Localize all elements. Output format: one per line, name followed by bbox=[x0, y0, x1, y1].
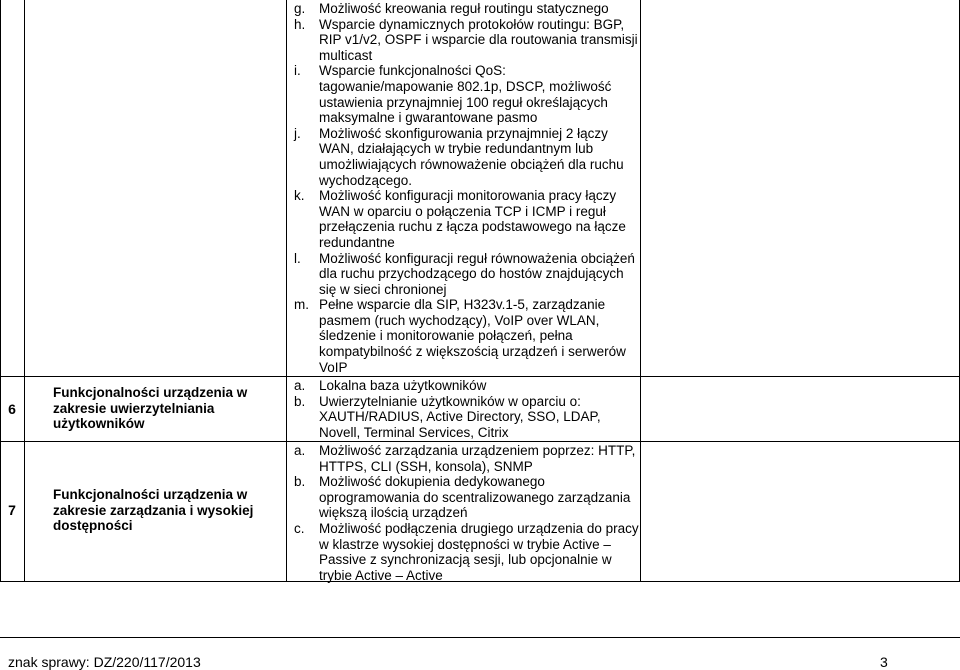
list-item: j. Możliwość skonfigurowania przynajmniej 2 łączy WAN, działających w trybie redundantnym lub umożliwiających równoważenie obciążeń dla ruchu wychodzącego. bbox=[294, 125, 624, 188]
function-name: Funkcjonalności urządzenia w zakresie zarządzania i wysokiej dostępności bbox=[53, 487, 254, 533]
list-item: g. Możliwość kreowania reguł routingu statycznego bbox=[294, 1, 609, 16]
row-number: 7 bbox=[8, 502, 16, 518]
list-item: b. Możliwość dokupienia dedykowanego oprogramowania do scentralizowanego zarządzania większą ilością urządzeń bbox=[294, 474, 631, 521]
row-number: 6 bbox=[8, 401, 16, 417]
list-item: m. Pełne wsparcie dla SIP, H323v.1-5, zarządzanie pasmem (ruch wychodzący), VoIP over WLAN, śledzenie i monitorowanie połączeń, pełna kompatybilność z większością urządzeń i serwerów VoIP bbox=[294, 297, 626, 375]
requirements-list bbox=[294, 378, 639, 440]
page-number: 3 bbox=[880, 654, 888, 670]
continued-requirements-list bbox=[294, 1, 639, 375]
list-item: l. Możliwość konfiguracji reguł równoważenia obciążeń dla ruchu przychodzącego do hostów znajdujących się w sieci chronionej bbox=[294, 250, 635, 297]
function-name: Funkcjonalności urządzenia w zakresie uwierzytelniania użytkowników bbox=[53, 385, 248, 431]
list-item: a. Lokalna baza użytkowników bbox=[294, 378, 487, 393]
list-item: c. Możliwość podłączenia drugiego urządzenia do pracy w klastrze wysokiej dostępności w trybie Active – Passive z synchronizacją sesji, lub opcjonalnie w trybie Active – Active bbox=[294, 520, 639, 583]
list-item: k. Możliwość konfiguracji monitorowania pracy łączy WAN w oparciu o połączenia TCP i ICMP i reguł przełączenia ruchu z łącza podstawowego na łącze redundantne bbox=[294, 188, 626, 250]
list-item: i. Wsparcie funkcjonalności QoS: tagowanie/mapowanie 802.1p, DSCP, możliwość ustawienia przynajmniej 100 reguł określających maksymalne i gwarantowane pasmo bbox=[294, 63, 612, 126]
case-reference: znak sprawy: DZ/220/117/2013 bbox=[8, 654, 201, 670]
list-item: a. Możliwość zarządzania urządzeniem poprzez: HTTP, HTTPS, CLI (SSH, konsola), SNMP bbox=[294, 443, 636, 474]
requirements-list bbox=[294, 443, 639, 583]
list-item: h. Wsparcie dynamicznych protokołów routingu: BGP, RIP v1/v2, OSPF i wsparcie dla routowania transmisji multicast bbox=[294, 16, 638, 63]
list-item: b. Uwierzytelnianie użytkowników w oparciu o: XAUTH/RADIUS, Active Directory, SSO, LDAP, Novell, Terminal Services, Citrix bbox=[294, 393, 601, 440]
